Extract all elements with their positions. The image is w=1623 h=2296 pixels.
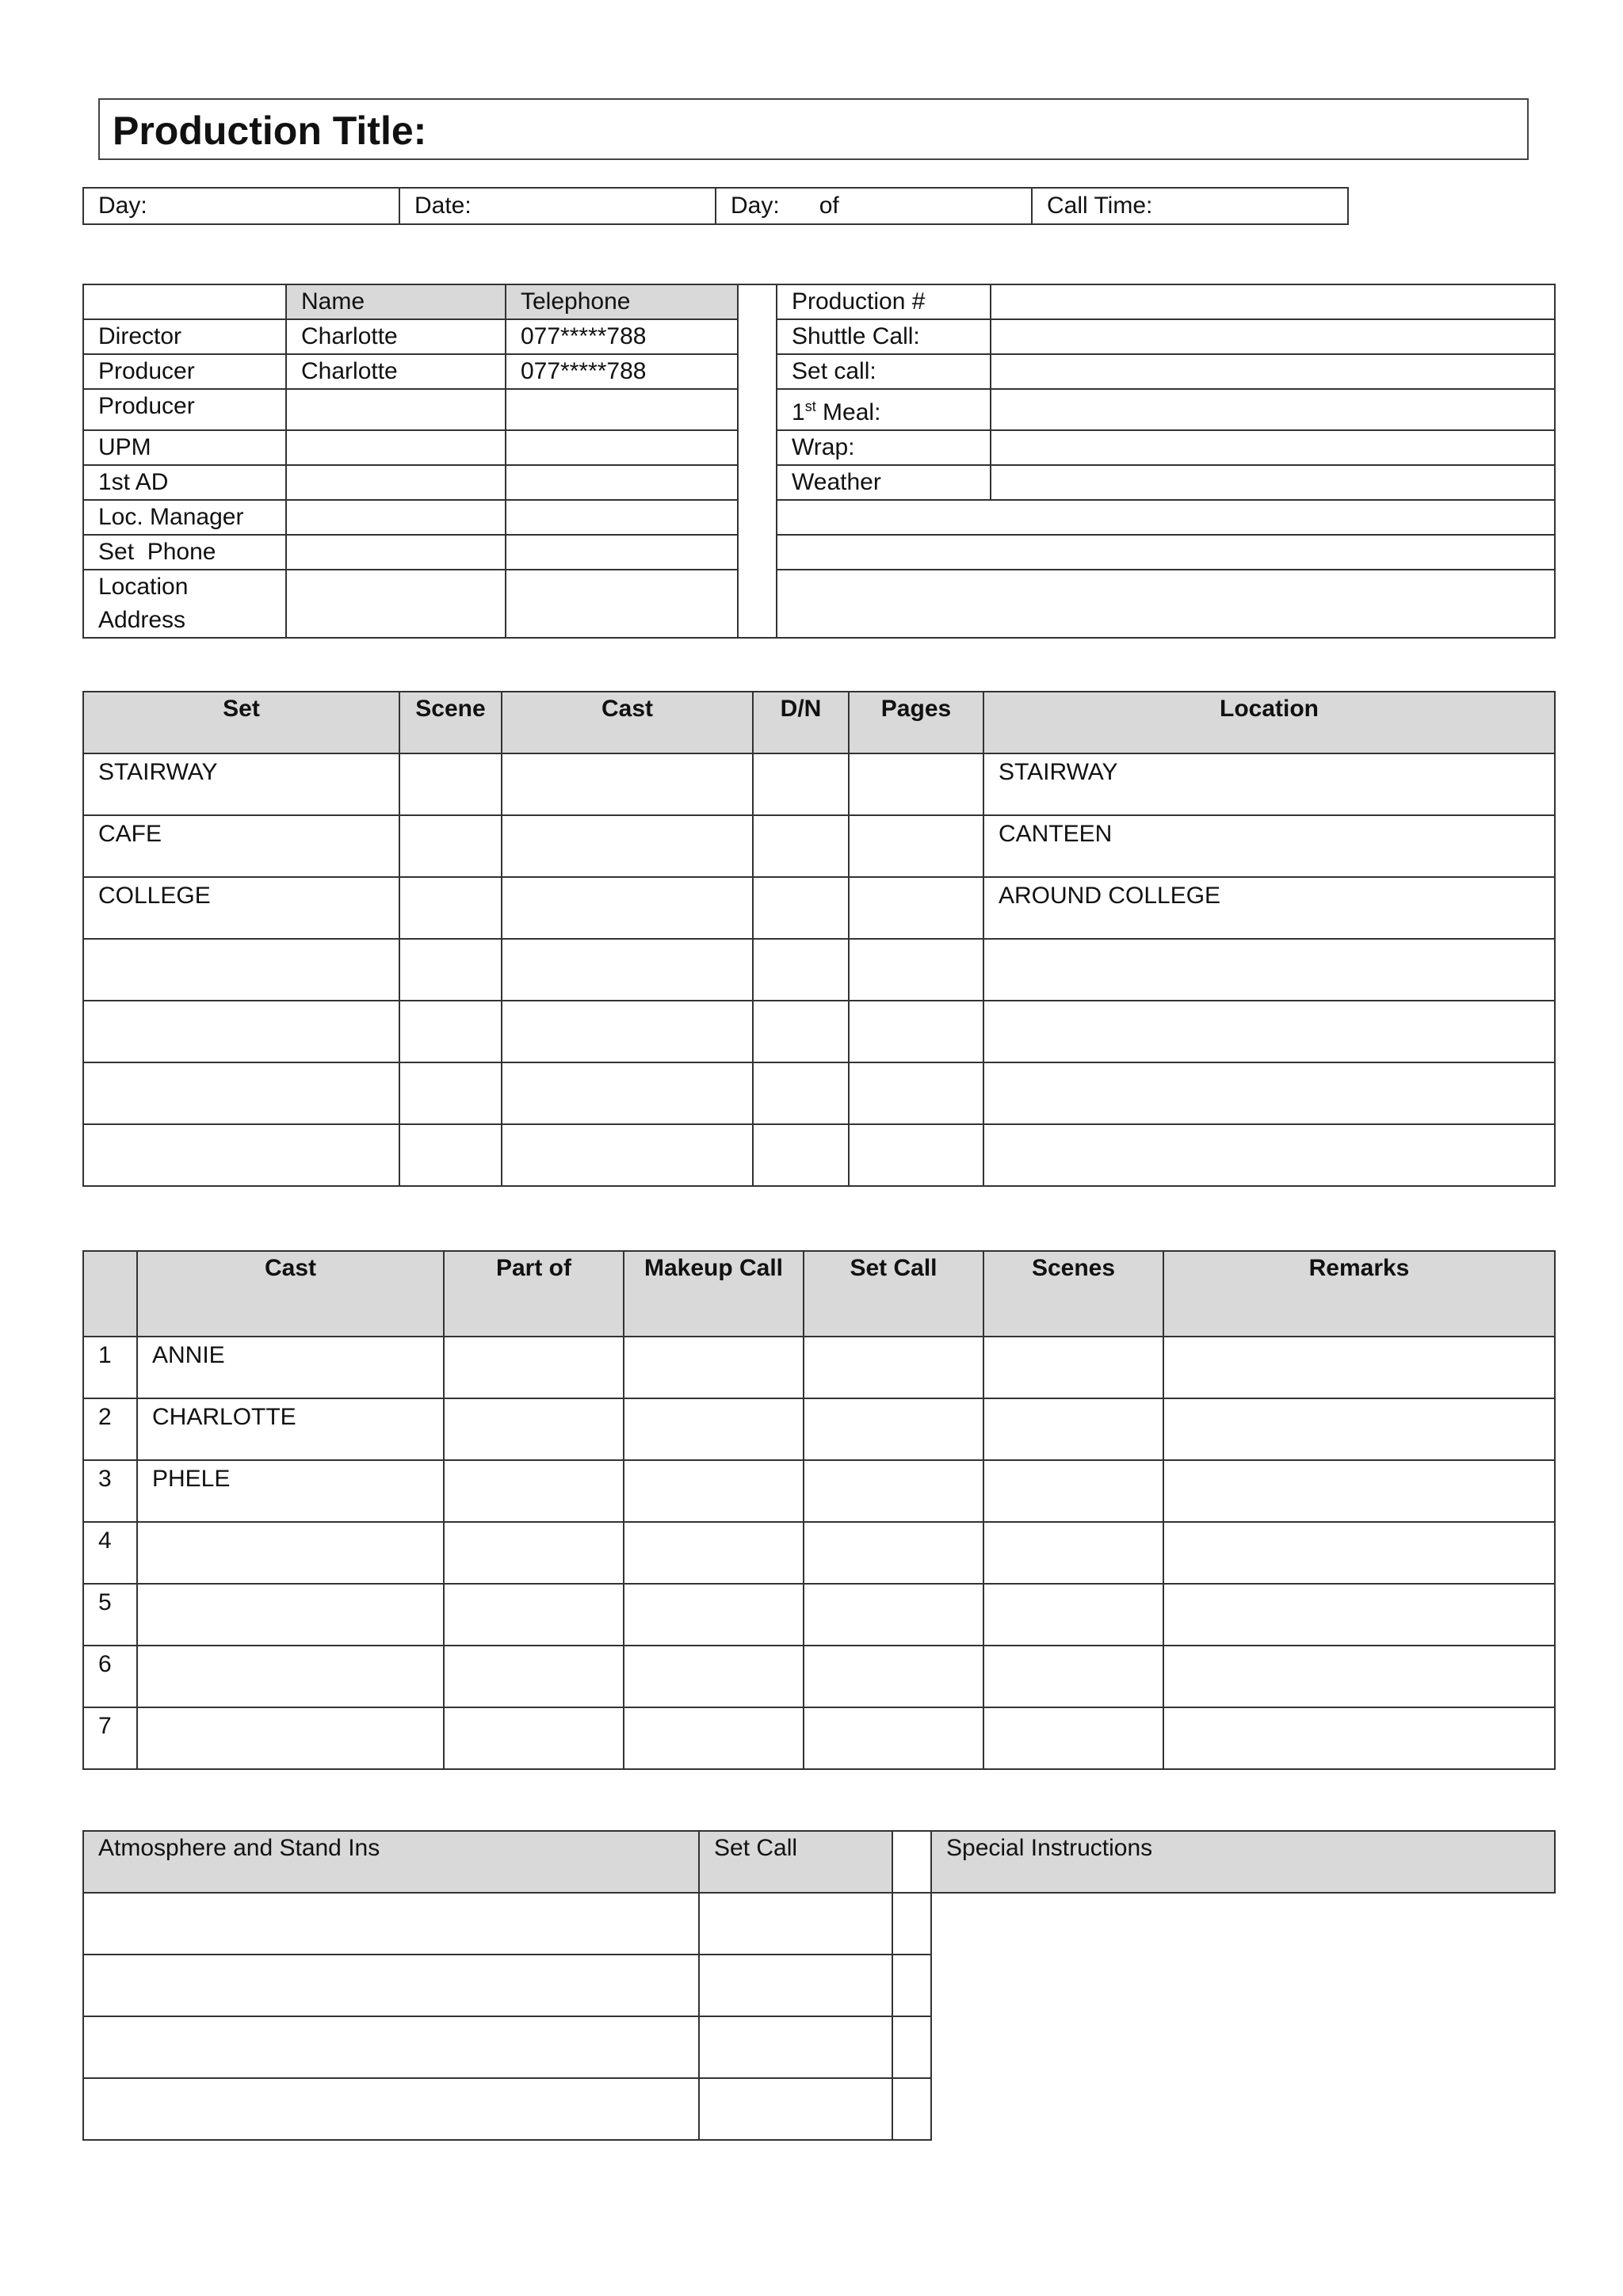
scene-pages-cell[interactable]: [849, 1001, 983, 1062]
table-row: [83, 1707, 1555, 1769]
cast-makeup-call-cell[interactable]: [624, 1522, 804, 1584]
cast-part-of-cell[interactable]: [444, 1460, 624, 1522]
crew-phone[interactable]: [506, 465, 738, 500]
scenes-col-set: Set: [83, 692, 399, 753]
info-value[interactable]: [991, 389, 1555, 430]
scene-number-cell[interactable]: [399, 1062, 502, 1124]
crew-role: Producer: [83, 389, 286, 430]
scenes-col-cast: Cast: [502, 692, 753, 753]
info-label: Shuttle Call:: [777, 319, 991, 354]
crew-phone[interactable]: [506, 535, 738, 570]
info-blank-row[interactable]: [777, 500, 1555, 535]
cast-col-makeup-call: Makeup Call: [624, 1251, 804, 1337]
cast-number-cell: 4: [83, 1522, 137, 1584]
crew-phone[interactable]: 077*****788: [506, 319, 738, 354]
cast-remarks-cell[interactable]: [1163, 1522, 1555, 1584]
scene-cast-cell[interactable]: [502, 1124, 753, 1186]
scene-dn-cell[interactable]: [753, 877, 849, 939]
scenes-col-scene: Scene: [399, 692, 502, 753]
special-instruction-cell[interactable]: [892, 1893, 931, 1955]
crew-name[interactable]: [286, 389, 506, 430]
table-row: [83, 1893, 1555, 1955]
crew-name[interactable]: [286, 430, 506, 465]
day-label: Day:: [98, 193, 147, 219]
scene-set-cell[interactable]: STAIRWAY: [83, 753, 399, 815]
info-label-first-meal: [777, 389, 991, 430]
cast-scenes-cell[interactable]: [983, 1707, 1163, 1769]
cast-number-cell: 5: [83, 1584, 137, 1646]
cast-set-call-cell[interactable]: [804, 1584, 983, 1646]
table-row: [83, 877, 1555, 939]
cast-number-cell: 7: [83, 1707, 137, 1769]
crew-col-telephone: Telephone: [506, 284, 738, 319]
cast-part-of-cell[interactable]: [444, 1707, 624, 1769]
special-instruction-cell[interactable]: [892, 2016, 931, 2078]
atmo-col-atmosphere: Atmosphere and Stand Ins: [83, 1831, 699, 1893]
crew-table: [82, 284, 1556, 639]
scene-location-cell[interactable]: [983, 1062, 1555, 1124]
cast-remarks-cell[interactable]: [1163, 1584, 1555, 1646]
scene-dn-cell[interactable]: [753, 815, 849, 877]
cast-remarks-cell[interactable]: [1163, 1337, 1555, 1398]
cast-remarks-cell[interactable]: [1163, 1646, 1555, 1707]
cast-name-cell[interactable]: CHARLOTTE: [137, 1398, 444, 1460]
cast-part-of-cell[interactable]: [444, 1584, 624, 1646]
scene-dn-cell[interactable]: [753, 1124, 849, 1186]
scene-number-cell[interactable]: [399, 1124, 502, 1186]
cast-set-call-cell[interactable]: [804, 1522, 983, 1584]
day-field[interactable]: [83, 188, 399, 224]
cast-set-call-cell[interactable]: [804, 1646, 983, 1707]
scene-location-cell[interactable]: AROUND COLLEGE: [983, 877, 1555, 939]
cast-remarks-cell[interactable]: [1163, 1707, 1555, 1769]
scene-dn-cell[interactable]: [753, 753, 849, 815]
info-value[interactable]: [991, 354, 1555, 389]
info-blank-row[interactable]: [777, 535, 1555, 570]
cast-name-cell[interactable]: [137, 1707, 444, 1769]
scene-pages-cell[interactable]: [849, 939, 983, 1001]
scene-set-cell[interactable]: [83, 1062, 399, 1124]
crew-role: Location Address: [83, 570, 286, 638]
cast-name-cell[interactable]: [137, 1646, 444, 1707]
table-row: [83, 1955, 1555, 2016]
scene-set-cell[interactable]: COLLEGE: [83, 877, 399, 939]
atmo-divider: [892, 1831, 931, 1893]
date-label: Date:: [414, 193, 472, 219]
info-value[interactable]: [991, 465, 1555, 500]
scene-dn-cell[interactable]: [753, 1062, 849, 1124]
info-value[interactable]: [991, 319, 1555, 354]
cast-set-call-cell[interactable]: [804, 1707, 983, 1769]
table-row: [83, 1001, 1555, 1062]
day-of-field[interactable]: [716, 188, 1032, 224]
cast-set-call-cell[interactable]: [804, 1398, 983, 1460]
atmo-stand-in-cell[interactable]: [83, 1955, 699, 2016]
atmo-col-set-call: Set Call: [699, 1831, 892, 1893]
atmosphere-table: [82, 1830, 1556, 2141]
cast-col-remarks: Remarks: [1163, 1251, 1555, 1337]
cast-scenes-cell[interactable]: [983, 1337, 1163, 1398]
scene-pages-cell[interactable]: [849, 753, 983, 815]
scene-location-cell[interactable]: [983, 1124, 1555, 1186]
crew-col-name: Name: [286, 284, 506, 319]
table-row: [83, 1460, 1555, 1522]
crew-name[interactable]: [286, 500, 506, 535]
atmo-set-call-cell[interactable]: [699, 2078, 892, 2140]
cast-name-cell[interactable]: PHELE: [137, 1460, 444, 1522]
meal-number: 1: [792, 399, 805, 425]
scene-pages-cell[interactable]: [849, 1062, 983, 1124]
cast-name-cell[interactable]: [137, 1522, 444, 1584]
cast-part-of-cell[interactable]: [444, 1522, 624, 1584]
cast-col-number: [83, 1251, 137, 1337]
table-row: [83, 2016, 1555, 2078]
meal-label: Meal:: [815, 399, 881, 425]
table-row: [83, 1062, 1555, 1124]
cast-scenes-cell[interactable]: [983, 1646, 1163, 1707]
cast-name-cell[interactable]: ANNIE: [137, 1337, 444, 1398]
scene-number-cell[interactable]: [399, 1001, 502, 1062]
cast-makeup-call-cell[interactable]: [624, 1460, 804, 1522]
scene-number-cell[interactable]: [399, 815, 502, 877]
scene-dn-cell[interactable]: [753, 1001, 849, 1062]
crew-header-blank: [83, 284, 286, 319]
day-of-label: Day: of: [731, 193, 839, 219]
crew-name[interactable]: [286, 465, 506, 500]
scene-cast-cell[interactable]: [502, 939, 753, 1001]
cast-makeup-call-cell[interactable]: [624, 1584, 804, 1646]
cast-col-set-call: Set Call: [804, 1251, 983, 1337]
scene-location-cell[interactable]: STAIRWAY: [983, 753, 1555, 815]
scene-cast-cell[interactable]: [502, 877, 753, 939]
cast-set-call-cell[interactable]: [804, 1337, 983, 1398]
table-row: [83, 1584, 1555, 1646]
atmo-stand-in-cell[interactable]: [83, 2078, 699, 2140]
scene-pages-cell[interactable]: [849, 815, 983, 877]
date-field[interactable]: [399, 188, 716, 224]
atmo-set-call-cell[interactable]: [699, 1893, 892, 1955]
crew-divider: [738, 284, 777, 638]
info-value[interactable]: [991, 284, 1555, 319]
scene-dn-cell[interactable]: [753, 939, 849, 1001]
cast-table: [82, 1250, 1556, 1770]
table-row: [83, 939, 1555, 1001]
table-row: [83, 1337, 1555, 1398]
table-row: [83, 815, 1555, 877]
scenes-col-location: Location: [983, 692, 1555, 753]
crew-role: Loc. Manager: [83, 500, 286, 535]
crew-role: 1st AD: [83, 465, 286, 500]
crew-phone[interactable]: [506, 389, 738, 430]
scene-set-cell[interactable]: CAFE: [83, 815, 399, 877]
crew-phone[interactable]: [506, 570, 738, 638]
cast-remarks-cell[interactable]: [1163, 1398, 1555, 1460]
cast-remarks-cell[interactable]: [1163, 1460, 1555, 1522]
cast-col-cast: Cast: [137, 1251, 444, 1337]
info-blank-row[interactable]: [777, 570, 1555, 638]
table-row: [83, 1646, 1555, 1707]
crew-name[interactable]: [286, 570, 506, 638]
crew-role: UPM: [83, 430, 286, 465]
atmo-set-call-cell[interactable]: [699, 2016, 892, 2078]
crew-role: Producer: [83, 354, 286, 389]
cast-col-part-of: Part of: [444, 1251, 624, 1337]
atmo-stand-in-cell[interactable]: [83, 2016, 699, 2078]
info-label: Wrap:: [777, 430, 991, 465]
cast-makeup-call-cell[interactable]: [624, 1398, 804, 1460]
call-time-label: Call Time:: [1047, 193, 1153, 219]
cast-scenes-cell[interactable]: [983, 1398, 1163, 1460]
atmo-stand-in-cell[interactable]: [83, 1893, 699, 1955]
cast-name-cell[interactable]: [137, 1584, 444, 1646]
cast-makeup-call-cell[interactable]: [624, 1337, 804, 1398]
scene-number-cell[interactable]: [399, 753, 502, 815]
crew-phone[interactable]: [506, 430, 738, 465]
cast-set-call-cell[interactable]: [804, 1460, 983, 1522]
cast-part-of-cell[interactable]: [444, 1337, 624, 1398]
table-row: [83, 753, 1555, 815]
crew-role: Director: [83, 319, 286, 354]
table-row: [83, 1124, 1555, 1186]
cast-part-of-cell[interactable]: [444, 1646, 624, 1707]
special-instruction-cell[interactable]: [892, 2078, 931, 2140]
scene-set-cell[interactable]: [83, 1124, 399, 1186]
cast-makeup-call-cell[interactable]: [624, 1646, 804, 1707]
scene-number-cell[interactable]: [399, 939, 502, 1001]
scene-pages-cell[interactable]: [849, 1124, 983, 1186]
cast-part-of-cell[interactable]: [444, 1398, 624, 1460]
crew-name[interactable]: [286, 535, 506, 570]
special-instruction-cell[interactable]: [892, 1955, 931, 2016]
cast-number-cell: 3: [83, 1460, 137, 1522]
cast-number-cell: 2: [83, 1398, 137, 1460]
atmo-set-call-cell[interactable]: [699, 1955, 892, 2016]
atmo-col-special-instructions: Special Instructions: [931, 1831, 1555, 1893]
scene-cast-cell[interactable]: [502, 815, 753, 877]
scenes-col-pages: Pages: [849, 692, 983, 753]
table-row: [83, 1522, 1555, 1584]
crew-phone[interactable]: [506, 500, 738, 535]
cast-makeup-call-cell[interactable]: [624, 1707, 804, 1769]
info-label: Production #: [777, 284, 991, 319]
cast-scenes-cell[interactable]: [983, 1584, 1163, 1646]
scenes-table: [82, 691, 1556, 1187]
scenes-col-dn: D/N: [753, 692, 849, 753]
scene-location-cell[interactable]: CANTEEN: [983, 815, 1555, 877]
cast-number-cell: 6: [83, 1646, 137, 1707]
production-title-box[interactable]: [98, 98, 1529, 160]
cast-col-scenes: Scenes: [983, 1251, 1163, 1337]
crew-name[interactable]: Charlotte: [286, 354, 506, 389]
cast-number-cell: 1: [83, 1337, 137, 1398]
info-label: Weather: [777, 465, 991, 500]
scene-location-cell[interactable]: [983, 939, 1555, 1001]
scene-number-cell[interactable]: [399, 877, 502, 939]
scene-cast-cell[interactable]: [502, 753, 753, 815]
cast-scenes-cell[interactable]: [983, 1522, 1163, 1584]
crew-phone[interactable]: 077*****788: [506, 354, 738, 389]
crew-role: Set Phone: [83, 535, 286, 570]
scene-set-cell[interactable]: [83, 939, 399, 1001]
call-time-field[interactable]: [1032, 188, 1348, 224]
cast-scenes-cell[interactable]: [983, 1460, 1163, 1522]
table-row: [83, 2078, 1555, 2140]
meal-ordinal: st: [804, 399, 816, 414]
scene-pages-cell[interactable]: [849, 877, 983, 939]
scene-set-cell[interactable]: [83, 1001, 399, 1062]
scene-cast-cell[interactable]: [502, 1062, 753, 1124]
scene-location-cell[interactable]: [983, 1001, 1555, 1062]
info-value[interactable]: [991, 430, 1555, 465]
scene-cast-cell[interactable]: [502, 1001, 753, 1062]
production-title-label: Production Title:: [113, 109, 427, 153]
crew-name[interactable]: Charlotte: [286, 319, 506, 354]
info-label: Set call:: [777, 354, 991, 389]
day-date-row: [82, 187, 1349, 225]
table-row: [83, 1398, 1555, 1460]
